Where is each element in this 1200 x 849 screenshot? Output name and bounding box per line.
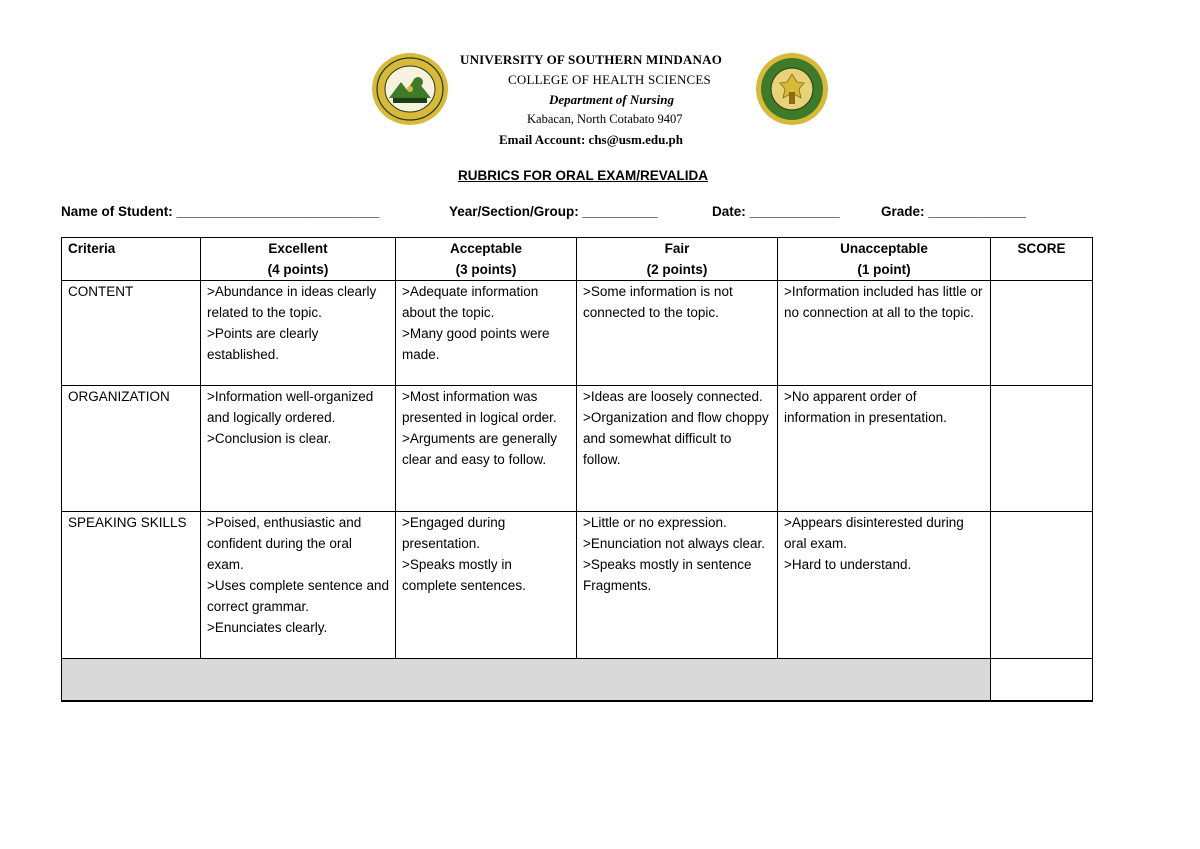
acceptable-header	[396, 238, 577, 281]
unacceptable-points: (1 point)	[857, 262, 911, 277]
score-cell[interactable]	[991, 512, 1093, 659]
descriptor: >Some information is not connected to the topic.	[583, 284, 733, 320]
criteria-cell: ORGANIZATION	[62, 386, 201, 512]
rubric-table	[61, 237, 1093, 702]
total-label-cell	[62, 659, 991, 701]
descriptor: >Hard to understand.	[784, 557, 912, 572]
descriptor: >Points are clearly established.	[207, 326, 319, 362]
total-score-cell[interactable]	[991, 659, 1093, 701]
university-seal-icon	[371, 52, 449, 126]
descriptor: >Poised, enthusiastic and confident during the oral exam.	[207, 515, 362, 572]
total-row	[62, 659, 1093, 701]
excellent-cell	[201, 281, 396, 386]
table-row	[62, 281, 1093, 386]
acceptable-points: (3 points)	[455, 262, 517, 277]
descriptor: >Many good points were made.	[402, 326, 550, 362]
descriptor: >Speaks mostly in complete sentences.	[402, 557, 526, 593]
acceptable-label: Acceptable	[449, 241, 523, 256]
college-seal-icon	[754, 52, 830, 126]
criteria-header: Criteria	[62, 238, 201, 281]
table-header-row	[62, 238, 1093, 281]
score-cell[interactable]	[991, 281, 1093, 386]
descriptor: >Organization and flow choppy and somewhat difficult to follow.	[583, 410, 769, 467]
unacceptable-cell	[778, 386, 991, 512]
excellent-label: Excellent	[268, 241, 328, 256]
descriptor: >Speaks mostly in sentence Fragments.	[583, 557, 752, 593]
score-cell[interactable]	[991, 386, 1093, 512]
date-field: Date: ____________	[712, 204, 840, 219]
college-name: COLLEGE OF HEALTH SCIENCES	[508, 72, 711, 87]
fair-header	[577, 238, 778, 281]
fair-points: (2 points)	[646, 262, 708, 277]
unacceptable-header	[778, 238, 991, 281]
descriptor: >Appears disinterested during oral exam.	[784, 515, 964, 551]
email-account: Email Account: chs@usm.edu.ph	[499, 132, 684, 147]
descriptor: >Conclusion is clear.	[207, 431, 332, 446]
descriptor: >Most information was presented in logical order.	[402, 389, 557, 425]
acceptable-cell	[396, 512, 577, 659]
excellent-cell	[201, 512, 396, 659]
descriptor: >Enunciation not always clear.	[583, 536, 765, 551]
descriptor: >Information included has little or no connection at all to the topic.	[784, 284, 983, 320]
address: Kabacan, North Cotabato 9407	[527, 112, 683, 126]
descriptor: >No apparent order of information in presentation.	[784, 389, 947, 425]
descriptor: >Enunciates clearly.	[207, 620, 328, 635]
excellent-cell	[201, 386, 396, 512]
table-row	[62, 512, 1093, 659]
unacceptable-cell	[778, 281, 991, 386]
descriptor: >Little or no expression.	[583, 515, 727, 530]
acceptable-cell	[396, 281, 577, 386]
unacceptable-cell	[778, 512, 991, 659]
year-section-field: Year/Section/Group: __________	[449, 204, 658, 219]
department-name: Department of Nursing	[549, 92, 674, 107]
grade-field: Grade: _____________	[881, 204, 1026, 219]
descriptor: >Ideas are loosely connected.	[583, 389, 763, 404]
university-name: UNIVERSITY OF SOUTHERN MINDANAO	[460, 52, 723, 67]
fair-cell	[577, 512, 778, 659]
excellent-points: (4 points)	[267, 262, 329, 277]
acceptable-cell	[396, 386, 577, 512]
descriptor: >Uses complete sentence and correct grammar.	[207, 578, 389, 614]
descriptor: >Arguments are generally clear and easy to follow.	[402, 431, 557, 467]
unacceptable-label: Unacceptable	[840, 241, 928, 256]
criteria-cell: SPEAKING SKILLS	[62, 512, 201, 659]
descriptor: >Adequate information about the topic.	[402, 284, 539, 320]
fair-cell	[577, 386, 778, 512]
excellent-header	[201, 238, 396, 281]
descriptor: >Engaged during presentation.	[402, 515, 506, 551]
descriptor: >Abundance in ideas clearly related to the topic.	[207, 284, 377, 320]
score-header: SCORE	[991, 238, 1093, 281]
table-row	[62, 386, 1093, 512]
document-title: RUBRICS FOR ORAL EXAM/REVALIDA	[458, 168, 709, 183]
student-name-field: Name of Student: ___________________________	[61, 204, 380, 219]
descriptor: >Information well-organized and logically ordered.	[207, 389, 374, 425]
criteria-cell: CONTENT	[62, 281, 201, 386]
fair-label: Fair	[664, 241, 690, 256]
fair-cell	[577, 281, 778, 386]
